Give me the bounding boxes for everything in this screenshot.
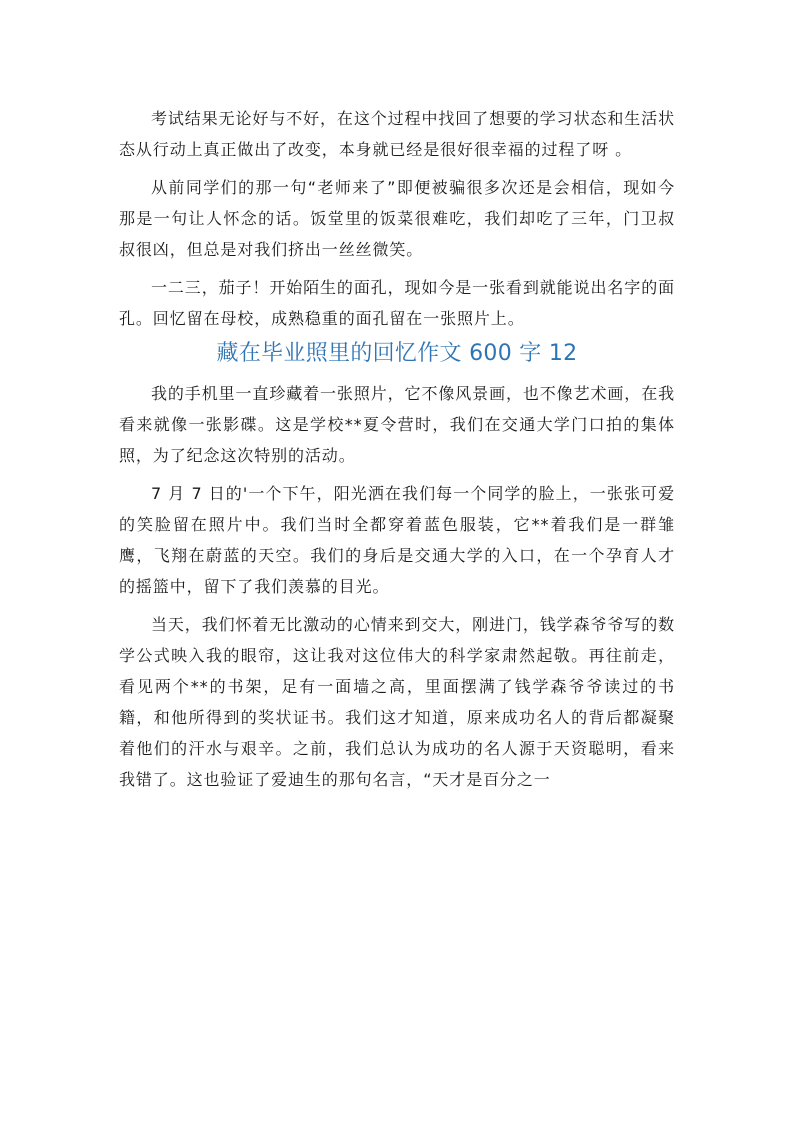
paragraph-cheese: 一二三，茄子！开始陌生的面孔，现如今是一张看到就能说出名字的面孔。回忆留在母校，成熟稳重的面孔留在一张照片上。 (119, 278, 675, 328)
paragraph-july-seventh: 7 月 7 日的'一个下午，阳光洒在我们每一个同学的脸上，一张张可爱的笑脸留在照片中。我们当时全都穿着蓝色服装，它**着我们是一群雏鹰，飞翔在蔚蓝的天空。我们的身后是交通大学的入口，在一个孕育人才的摇篮中，留下了我们羡慕的目光。 (119, 484, 675, 596)
paragraph-visit-jiaoda: 当天，我们怀着无比激动的心情来到交大，刚进门，钱学森爷爷写的数学公式映入我的眼帘，这让我对这位伟大的科学家肃然起敬。再往前走，看见两个**的书架，足有一面墙之高，里面摆满了钱学森爷爷读过的书籍，和他所得到的奖状证书。我们这才知道，原来成功名人的背后都凝聚着他们的汗水与艰辛。之前，我们总认为成功的名人源于天资聪明，看来我错了。这也验证了爱迪生的那句名言，“天才是百分之一 (119, 615, 675, 789)
essay-heading: 藏在毕业照里的回忆作文 600 字 12 (216, 341, 578, 366)
paragraph-teacher-coming: 从前同学们的那一句“老师来了”即便被骗很多次还是会相信，现如今那是一句让人怀念的话。饭堂里的饭菜很难吃，我们却吃了三年，门卫叔叔很凶，但总是对我们挤出一丝丝微笑。 (119, 178, 675, 259)
document-page (119, 103, 675, 795)
paragraph-exam-result: 考试结果无论好与不好，在这个过程中找回了想要的学习状态和生活状态从行动上真正做出了改变，本身就已经是很好很幸福的过程了呀 。 (119, 109, 675, 159)
paragraph-phone-photo: 我的手机里一直珍藏着一张照片，它不像风景画，也不像艺术画，在我看来就像一张影碟。这是学校**夏令营时，我们在交通大学门口拍的集体照，为了纪念这次特别的活动。 (119, 384, 675, 465)
